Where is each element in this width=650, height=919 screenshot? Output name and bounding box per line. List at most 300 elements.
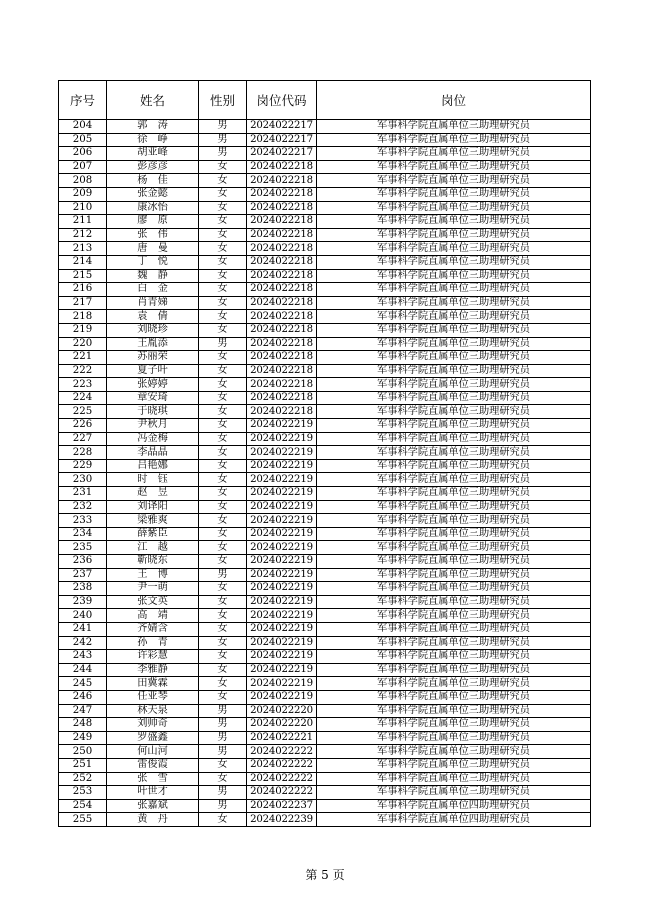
post-code-cell: 2024022218 <box>247 391 317 405</box>
post-cell: 军事科学院直属单位三助理研究员 <box>317 351 591 365</box>
post-code-cell: 2024022218 <box>247 364 317 378</box>
seq-cell: 240 <box>59 609 107 623</box>
post-code-cell: 2024022219 <box>247 432 317 446</box>
table-row <box>59 255 591 269</box>
name-cell: 齐婧含 <box>107 622 199 636</box>
name-cell: 张婷婷 <box>107 378 199 392</box>
post-cell: 军事科学院直属单位三助理研究员 <box>317 160 591 174</box>
post-cell: 军事科学院直属单位四助理研究员 <box>317 813 591 827</box>
seq-cell: 254 <box>59 799 107 813</box>
post-cell: 军事科学院直属单位三助理研究员 <box>317 147 591 161</box>
seq-cell: 212 <box>59 228 107 242</box>
name-cell: 赵 昱 <box>107 487 199 501</box>
name-cell: 叶世才 <box>107 786 199 800</box>
post-cell: 军事科学院直属单位三助理研究员 <box>317 337 591 351</box>
post-code-cell: 2024022222 <box>247 786 317 800</box>
seq-cell: 237 <box>59 568 107 582</box>
table-row <box>59 323 591 337</box>
table-row <box>59 568 591 582</box>
gender-cell: 男 <box>199 120 247 134</box>
post-cell: 军事科学院直属单位三助理研究员 <box>317 255 591 269</box>
name-cell: 章安琦 <box>107 391 199 405</box>
table-row <box>59 174 591 188</box>
table-row <box>59 283 591 297</box>
post-cell: 军事科学院直属单位三助理研究员 <box>317 704 591 718</box>
post-cell: 军事科学院直属单位三助理研究员 <box>317 432 591 446</box>
table-row <box>59 187 591 201</box>
name-cell: 刘译阳 <box>107 500 199 514</box>
table-row <box>59 215 591 229</box>
table-row <box>59 120 591 134</box>
gender-cell: 女 <box>199 609 247 623</box>
seq-cell: 215 <box>59 269 107 283</box>
post-code-cell: 2024022222 <box>247 745 317 759</box>
name-cell: 高 靖 <box>107 609 199 623</box>
header-seq: 序号 <box>59 81 107 120</box>
post-code-cell: 2024022218 <box>247 228 317 242</box>
name-cell: 张 伟 <box>107 228 199 242</box>
post-code-cell: 2024022222 <box>247 772 317 786</box>
table-row <box>59 296 591 310</box>
table-row <box>59 555 591 569</box>
name-cell: 苏丽荣 <box>107 351 199 365</box>
seq-cell: 220 <box>59 337 107 351</box>
gender-cell: 男 <box>199 568 247 582</box>
post-cell: 军事科学院直属单位三助理研究员 <box>317 636 591 650</box>
gender-cell: 男 <box>199 704 247 718</box>
post-cell: 军事科学院直属单位三助理研究员 <box>317 446 591 460</box>
name-cell: 李雅静 <box>107 663 199 677</box>
seq-cell: 224 <box>59 391 107 405</box>
post-code-cell: 2024022220 <box>247 704 317 718</box>
header-post: 岗位 <box>317 81 591 120</box>
gender-cell: 男 <box>199 745 247 759</box>
name-cell: 廖 原 <box>107 215 199 229</box>
seq-cell: 225 <box>59 405 107 419</box>
name-cell: 黄 丹 <box>107 813 199 827</box>
gender-cell: 女 <box>199 419 247 433</box>
name-cell: 魏 静 <box>107 269 199 283</box>
seq-cell: 230 <box>59 473 107 487</box>
post-cell: 军事科学院直属单位三助理研究员 <box>317 323 591 337</box>
post-code-cell: 2024022219 <box>247 555 317 569</box>
seq-cell: 218 <box>59 310 107 324</box>
gender-cell: 女 <box>199 595 247 609</box>
seq-cell: 245 <box>59 677 107 691</box>
post-code-cell: 2024022239 <box>247 813 317 827</box>
post-cell: 军事科学院直属单位三助理研究员 <box>317 595 591 609</box>
post-code-cell: 2024022220 <box>247 718 317 732</box>
post-cell: 军事科学院直属单位三助理研究员 <box>317 459 591 473</box>
header-post-code: 岗位代码 <box>247 81 317 120</box>
header-gender: 性别 <box>199 81 247 120</box>
table-row <box>59 459 591 473</box>
seq-cell: 210 <box>59 201 107 215</box>
post-cell: 军事科学院直属单位三助理研究员 <box>317 215 591 229</box>
table-row <box>59 487 591 501</box>
table-row <box>59 500 591 514</box>
post-code-cell: 2024022219 <box>247 419 317 433</box>
gender-cell: 女 <box>199 473 247 487</box>
post-code-cell: 2024022218 <box>247 405 317 419</box>
gender-cell: 女 <box>199 364 247 378</box>
post-code-cell: 2024022219 <box>247 636 317 650</box>
gender-cell: 女 <box>199 650 247 664</box>
name-cell: 尹一萌 <box>107 582 199 596</box>
name-cell: 雷俊霞 <box>107 758 199 772</box>
gender-cell: 女 <box>199 690 247 704</box>
post-cell: 军事科学院直属单位三助理研究员 <box>317 677 591 691</box>
gender-cell: 男 <box>199 799 247 813</box>
gender-cell: 女 <box>199 432 247 446</box>
gender-cell: 女 <box>199 446 247 460</box>
post-code-cell: 2024022219 <box>247 690 317 704</box>
table-row <box>59 622 591 636</box>
gender-cell: 女 <box>199 677 247 691</box>
name-cell: 徐 峥 <box>107 133 199 147</box>
post-code-cell: 2024022219 <box>247 514 317 528</box>
gender-cell: 女 <box>199 187 247 201</box>
table-row <box>59 527 591 541</box>
gender-cell: 男 <box>199 718 247 732</box>
gender-cell: 女 <box>199 283 247 297</box>
table-row <box>59 242 591 256</box>
post-cell: 军事科学院直属单位三助理研究员 <box>317 187 591 201</box>
name-cell: 靳晓东 <box>107 555 199 569</box>
gender-cell: 女 <box>199 160 247 174</box>
post-cell: 军事科学院直属单位三助理研究员 <box>317 786 591 800</box>
name-cell: 胡亚峰 <box>107 147 199 161</box>
post-cell: 军事科学院直属单位三助理研究员 <box>317 310 591 324</box>
post-cell: 军事科学院直属单位三助理研究员 <box>317 228 591 242</box>
post-code-cell: 2024022219 <box>247 595 317 609</box>
table-row <box>59 541 591 555</box>
seq-cell: 206 <box>59 147 107 161</box>
post-cell: 军事科学院直属单位三助理研究员 <box>317 500 591 514</box>
seq-cell: 253 <box>59 786 107 800</box>
name-cell: 何山河 <box>107 745 199 759</box>
seq-cell: 208 <box>59 174 107 188</box>
table-row <box>59 378 591 392</box>
table-row <box>59 514 591 528</box>
seq-cell: 222 <box>59 364 107 378</box>
gender-cell: 男 <box>199 337 247 351</box>
post-cell: 军事科学院直属单位三助理研究员 <box>317 120 591 134</box>
post-cell: 军事科学院直属单位三助理研究员 <box>317 364 591 378</box>
table-row <box>59 690 591 704</box>
name-cell: 薛紫臣 <box>107 527 199 541</box>
gender-cell: 女 <box>199 772 247 786</box>
table-row <box>59 351 591 365</box>
post-code-cell: 2024022218 <box>247 160 317 174</box>
table-body <box>59 120 591 827</box>
name-cell: 孙 青 <box>107 636 199 650</box>
roster-table <box>58 80 591 827</box>
header-name: 姓名 <box>107 81 199 120</box>
name-cell: 任亚琴 <box>107 690 199 704</box>
name-cell: 丁 悦 <box>107 255 199 269</box>
name-cell: 罗盛鑫 <box>107 731 199 745</box>
gender-cell: 女 <box>199 500 247 514</box>
name-cell: 时 钰 <box>107 473 199 487</box>
post-cell: 军事科学院直属单位三助理研究员 <box>317 419 591 433</box>
post-code-cell: 2024022218 <box>247 174 317 188</box>
post-code-cell: 2024022219 <box>247 541 317 555</box>
table-row <box>59 786 591 800</box>
post-cell: 军事科学院直属单位三助理研究员 <box>317 296 591 310</box>
table-row <box>59 337 591 351</box>
name-cell: 王 博 <box>107 568 199 582</box>
seq-cell: 207 <box>59 160 107 174</box>
post-cell: 军事科学院直属单位三助理研究员 <box>317 487 591 501</box>
post-code-cell: 2024022218 <box>247 296 317 310</box>
post-code-cell: 2024022218 <box>247 269 317 283</box>
table-row <box>59 704 591 718</box>
table-row <box>59 364 591 378</box>
table-row <box>59 228 591 242</box>
post-cell: 军事科学院直属单位三助理研究员 <box>317 174 591 188</box>
table-row <box>59 758 591 772</box>
seq-cell: 247 <box>59 704 107 718</box>
post-cell: 军事科学院直属单位三助理研究员 <box>317 405 591 419</box>
seq-cell: 244 <box>59 663 107 677</box>
gender-cell: 女 <box>199 622 247 636</box>
gender-cell: 男 <box>199 133 247 147</box>
post-code-cell: 2024022219 <box>247 677 317 691</box>
gender-cell: 女 <box>199 296 247 310</box>
post-code-cell: 2024022217 <box>247 133 317 147</box>
gender-cell: 女 <box>199 555 247 569</box>
post-cell: 军事科学院直属单位三助理研究员 <box>317 731 591 745</box>
post-cell: 军事科学院直属单位三助理研究员 <box>317 758 591 772</box>
post-code-cell: 2024022219 <box>247 622 317 636</box>
post-code-cell: 2024022219 <box>247 582 317 596</box>
post-code-cell: 2024022219 <box>247 487 317 501</box>
post-code-cell: 2024022219 <box>247 473 317 487</box>
gender-cell: 女 <box>199 527 247 541</box>
table-row <box>59 473 591 487</box>
seq-cell: 223 <box>59 378 107 392</box>
table-row <box>59 446 591 460</box>
post-code-cell: 2024022218 <box>247 378 317 392</box>
gender-cell: 女 <box>199 582 247 596</box>
table-row <box>59 133 591 147</box>
seq-cell: 239 <box>59 595 107 609</box>
table-row <box>59 609 591 623</box>
seq-cell: 236 <box>59 555 107 569</box>
post-code-cell: 2024022218 <box>247 255 317 269</box>
post-cell: 军事科学院直属单位三助理研究员 <box>317 378 591 392</box>
table-row <box>59 160 591 174</box>
seq-cell: 246 <box>59 690 107 704</box>
table-row <box>59 405 591 419</box>
name-cell: 冯金梅 <box>107 432 199 446</box>
seq-cell: 232 <box>59 500 107 514</box>
seq-cell: 227 <box>59 432 107 446</box>
table-row <box>59 813 591 827</box>
post-code-cell: 2024022218 <box>247 351 317 365</box>
table-row <box>59 147 591 161</box>
name-cell: 刘帅奇 <box>107 718 199 732</box>
seq-cell: 204 <box>59 120 107 134</box>
post-cell: 军事科学院直属单位三助理研究员 <box>317 690 591 704</box>
table-row <box>59 677 591 691</box>
gender-cell: 女 <box>199 514 247 528</box>
name-cell: 张金懿 <box>107 187 199 201</box>
post-code-cell: 2024022219 <box>247 500 317 514</box>
name-cell: 李晶晶 <box>107 446 199 460</box>
post-code-cell: 2024022218 <box>247 201 317 215</box>
name-cell: 林天泉 <box>107 704 199 718</box>
gender-cell: 女 <box>199 663 247 677</box>
gender-cell: 女 <box>199 242 247 256</box>
post-code-cell: 2024022219 <box>247 663 317 677</box>
post-cell: 军事科学院直属单位三助理研究员 <box>317 473 591 487</box>
post-code-cell: 2024022219 <box>247 459 317 473</box>
gender-cell: 女 <box>199 228 247 242</box>
post-code-cell: 2024022218 <box>247 215 317 229</box>
name-cell: 白 金 <box>107 283 199 297</box>
post-cell: 军事科学院直属单位三助理研究员 <box>317 514 591 528</box>
name-cell: 夏子叶 <box>107 364 199 378</box>
post-code-cell: 2024022219 <box>247 446 317 460</box>
post-code-cell: 2024022218 <box>247 283 317 297</box>
seq-cell: 217 <box>59 296 107 310</box>
post-cell: 军事科学院直属单位三助理研究员 <box>317 283 591 297</box>
gender-cell: 女 <box>199 269 247 283</box>
name-cell: 唐 曼 <box>107 242 199 256</box>
post-cell: 军事科学院直属单位三助理研究员 <box>317 772 591 786</box>
table-row <box>59 772 591 786</box>
name-cell: 张嘉斌 <box>107 799 199 813</box>
seq-cell: 255 <box>59 813 107 827</box>
table-row <box>59 745 591 759</box>
seq-cell: 229 <box>59 459 107 473</box>
post-code-cell: 2024022219 <box>247 568 317 582</box>
post-cell: 军事科学院直属单位三助理研究员 <box>317 201 591 215</box>
name-cell: 张 雪 <box>107 772 199 786</box>
gender-cell: 女 <box>199 351 247 365</box>
name-cell: 彭彦彦 <box>107 160 199 174</box>
table-row <box>59 201 591 215</box>
post-cell: 军事科学院直属单位三助理研究员 <box>317 527 591 541</box>
name-cell: 康冰怡 <box>107 201 199 215</box>
table-row <box>59 595 591 609</box>
name-cell: 杨 佳 <box>107 174 199 188</box>
post-cell: 军事科学院直属单位三助理研究员 <box>317 555 591 569</box>
gender-cell: 女 <box>199 215 247 229</box>
name-cell: 江 越 <box>107 541 199 555</box>
post-cell: 军事科学院直属单位四助理研究员 <box>317 799 591 813</box>
post-code-cell: 2024022219 <box>247 650 317 664</box>
table-row <box>59 391 591 405</box>
gender-cell: 女 <box>199 541 247 555</box>
name-cell: 刘晓珍 <box>107 323 199 337</box>
table-row <box>59 718 591 732</box>
table-header <box>59 81 591 120</box>
seq-cell: 234 <box>59 527 107 541</box>
seq-cell: 241 <box>59 622 107 636</box>
gender-cell: 女 <box>199 201 247 215</box>
seq-cell: 205 <box>59 133 107 147</box>
gender-cell: 女 <box>199 758 247 772</box>
post-cell: 军事科学院直属单位三助理研究员 <box>317 650 591 664</box>
post-cell: 军事科学院直属单位三助理研究员 <box>317 133 591 147</box>
post-code-cell: 2024022237 <box>247 799 317 813</box>
gender-cell: 女 <box>199 378 247 392</box>
post-cell: 军事科学院直属单位三助理研究员 <box>317 609 591 623</box>
seq-cell: 249 <box>59 731 107 745</box>
seq-cell: 213 <box>59 242 107 256</box>
page-number: 第 5 页 <box>305 868 345 882</box>
post-code-cell: 2024022217 <box>247 147 317 161</box>
table-row <box>59 650 591 664</box>
name-cell: 尹秋月 <box>107 419 199 433</box>
table-row <box>59 636 591 650</box>
post-cell: 军事科学院直属单位三助理研究员 <box>317 582 591 596</box>
gender-cell: 女 <box>199 405 247 419</box>
name-cell: 许彩慧 <box>107 650 199 664</box>
seq-cell: 226 <box>59 419 107 433</box>
post-cell: 军事科学院直属单位三助理研究员 <box>317 541 591 555</box>
name-cell: 田冀霖 <box>107 677 199 691</box>
name-cell: 梁雅爽 <box>107 514 199 528</box>
seq-cell: 228 <box>59 446 107 460</box>
post-cell: 军事科学院直属单位三助理研究员 <box>317 663 591 677</box>
name-cell: 吕艳娜 <box>107 459 199 473</box>
seq-cell: 250 <box>59 745 107 759</box>
post-code-cell: 2024022218 <box>247 310 317 324</box>
table-row <box>59 731 591 745</box>
seq-cell: 235 <box>59 541 107 555</box>
table-row <box>59 269 591 283</box>
post-cell: 军事科学院直属单位三助理研究员 <box>317 718 591 732</box>
gender-cell: 女 <box>199 391 247 405</box>
post-code-cell: 2024022219 <box>247 527 317 541</box>
header-row <box>59 81 591 120</box>
gender-cell: 女 <box>199 323 247 337</box>
gender-cell: 女 <box>199 636 247 650</box>
seq-cell: 233 <box>59 514 107 528</box>
seq-cell: 248 <box>59 718 107 732</box>
post-cell: 军事科学院直属单位三助理研究员 <box>317 242 591 256</box>
post-cell: 军事科学院直属单位三助理研究员 <box>317 622 591 636</box>
seq-cell: 238 <box>59 582 107 596</box>
post-code-cell: 2024022218 <box>247 242 317 256</box>
post-code-cell: 2024022221 <box>247 731 317 745</box>
gender-cell: 女 <box>199 487 247 501</box>
post-code-cell: 2024022218 <box>247 337 317 351</box>
gender-cell: 女 <box>199 174 247 188</box>
post-cell: 军事科学院直属单位三助理研究员 <box>317 568 591 582</box>
post-code-cell: 2024022222 <box>247 758 317 772</box>
name-cell: 于晓琪 <box>107 405 199 419</box>
name-cell: 张文英 <box>107 595 199 609</box>
seq-cell: 214 <box>59 255 107 269</box>
name-cell: 郭 涛 <box>107 120 199 134</box>
table-row <box>59 582 591 596</box>
seq-cell: 252 <box>59 772 107 786</box>
gender-cell: 女 <box>199 813 247 827</box>
table-row <box>59 799 591 813</box>
table-row <box>59 419 591 433</box>
post-cell: 军事科学院直属单位三助理研究员 <box>317 391 591 405</box>
post-cell: 军事科学院直属单位三助理研究员 <box>317 269 591 283</box>
gender-cell: 男 <box>199 147 247 161</box>
seq-cell: 221 <box>59 351 107 365</box>
table-row <box>59 310 591 324</box>
name-cell: 肖青娣 <box>107 296 199 310</box>
